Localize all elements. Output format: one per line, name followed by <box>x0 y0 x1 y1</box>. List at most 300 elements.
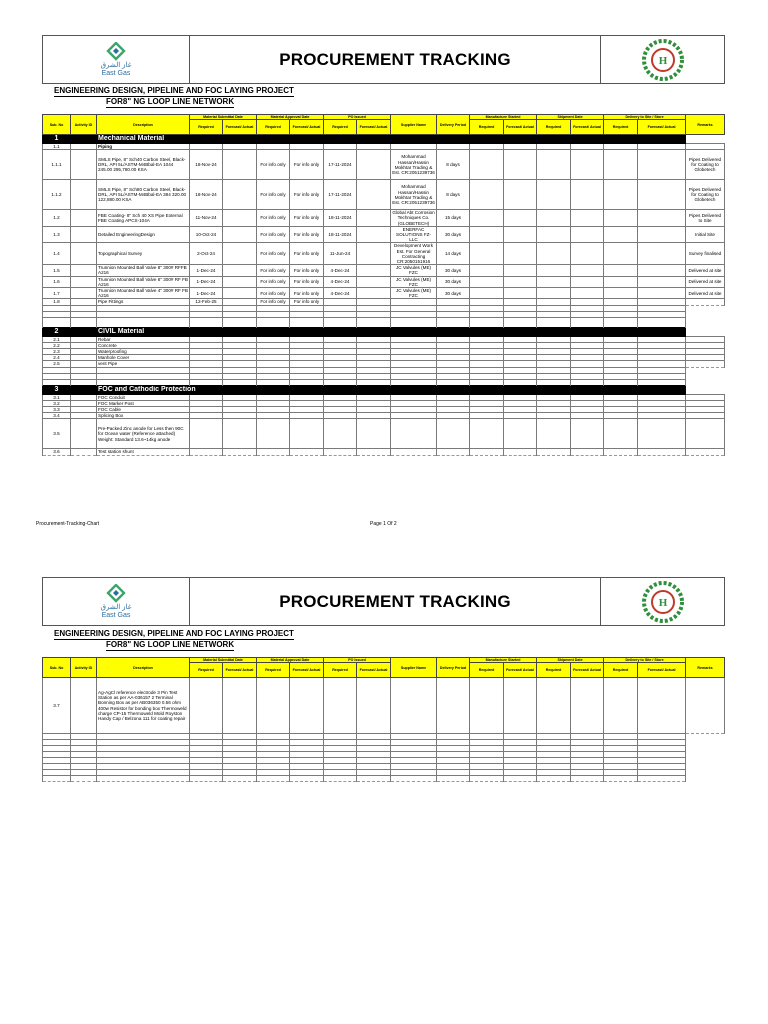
section-blank <box>71 327 97 336</box>
row-sub-no: 1.3 <box>43 226 71 243</box>
row-delivery-period: 15 days <box>437 210 470 227</box>
hamco-logo <box>601 578 724 625</box>
row-supplier: Global Abt Corrosion Techniques Co. (GLOBETECH) <box>392 210 435 226</box>
row-sub-no: 1.7 <box>43 288 71 299</box>
row-tracking-cell <box>537 180 571 210</box>
row-supplier <box>391 419 437 449</box>
row-tracking-cell <box>537 288 571 299</box>
row-description: Waterproofing <box>97 349 190 355</box>
row-tracking-cell <box>571 243 604 265</box>
empty-cell <box>391 317 437 327</box>
col-remarks: Remarks <box>686 115 725 135</box>
row-supplier <box>391 678 437 734</box>
row-tracking-cell <box>504 276 537 287</box>
page-title: PROCUREMENT TRACKING <box>190 36 601 83</box>
row-approval-required: For info only <box>257 299 290 305</box>
row-submittal-required <box>190 678 223 734</box>
group-submittal: Material Submittal Date <box>190 658 257 663</box>
row-sub-no: 2.5 <box>43 361 71 367</box>
row-sub-no: 3.7 <box>43 678 71 734</box>
row-po-forecast <box>357 243 391 265</box>
col-required: Required <box>324 663 357 678</box>
row-sub-no: 1.5 <box>43 265 71 276</box>
row-description: Trunnion Mounted Ball Valve 8" 300# RFFB A216 <box>97 265 190 276</box>
row-tracking-cell <box>537 210 571 227</box>
row-approval-forecast <box>290 449 324 455</box>
row-tracking-cell <box>638 180 686 210</box>
section-number: 2 <box>43 327 71 336</box>
table-row <box>43 449 725 455</box>
row-tracking-cell <box>638 243 686 265</box>
row-sub-no: 1.8 <box>43 299 71 305</box>
row-po-forecast <box>357 449 391 455</box>
empty-cell <box>257 776 290 782</box>
section-blank <box>71 135 97 144</box>
row-po-forecast <box>357 678 391 734</box>
row-submittal-forecast <box>223 678 257 734</box>
col-required: Required <box>190 120 223 135</box>
row-delivery-period <box>437 449 470 455</box>
col-forecast: Forecast/ Actual <box>504 663 537 678</box>
row-submittal-forecast <box>223 150 257 180</box>
col-forecast: Forecast/ Actual <box>638 120 686 135</box>
row-sub-no: 1.1.2 <box>43 180 71 210</box>
group-delivery: Delivery to Site / Store <box>604 115 686 120</box>
row-tracking-cell <box>604 150 638 180</box>
col-required: Required <box>604 120 638 135</box>
empty-cell <box>357 317 391 327</box>
row-approval-required <box>257 449 290 455</box>
row-tracking-cell <box>537 265 571 276</box>
row-approval-forecast: For info only <box>290 243 324 265</box>
row-description: Topographical Survey <box>97 243 190 265</box>
row-remarks: Delivered at site <box>686 265 725 276</box>
row-activity-id <box>71 243 97 265</box>
row-po-required: 11-Jun-24 <box>324 243 357 265</box>
col-remarks: Remarks <box>686 658 725 678</box>
row-po-required: 4-Dec-24 <box>324 265 357 276</box>
row-tracking-cell <box>504 678 537 734</box>
section-row <box>43 327 725 336</box>
row-remarks: Initial Site <box>686 226 725 243</box>
row-activity-id <box>71 288 97 299</box>
row-tracking-cell <box>537 276 571 287</box>
empty-cell <box>223 317 257 327</box>
col-required: Required <box>470 120 504 135</box>
empty-cell <box>470 776 504 782</box>
empty-cell <box>638 317 686 327</box>
east-gas-logo-icon <box>105 584 127 604</box>
row-tracking-cell <box>537 243 571 265</box>
section-number: 3 <box>43 385 71 394</box>
table-row <box>43 276 725 287</box>
empty-cell <box>604 317 638 327</box>
row-submittal-forecast <box>223 449 257 455</box>
row-submittal-forecast <box>223 226 257 243</box>
page-2 <box>0 562 768 1024</box>
row-po-required <box>324 678 357 734</box>
row-sub-no: 3.5 <box>43 419 71 449</box>
svg-text:H: H <box>658 596 667 609</box>
row-approval-forecast: For info only <box>290 299 324 305</box>
section-title: Mechanical Material <box>97 135 686 144</box>
row-description: Pre-Packed Zinc anode for Less then 90C for Ocean water (Reference attached) Weight: Standard 13.6~14kg anode <box>97 419 190 449</box>
row-approval-forecast: For info only <box>290 150 324 180</box>
hamco-logo <box>601 36 724 83</box>
row-tracking-cell <box>604 265 638 276</box>
row-sub-no: 1.1.1 <box>43 150 71 180</box>
row-delivery-period <box>437 678 470 734</box>
section-blank <box>71 385 97 394</box>
row-submittal-forecast <box>223 265 257 276</box>
col-delivery-period: Delivery Period <box>437 115 470 135</box>
project-line-1: ENGINEERING DESIGN, PIPELINE AND FOC LAYING PROJECT <box>54 629 294 638</box>
row-po-forecast <box>357 419 391 449</box>
empty-cell <box>638 776 686 782</box>
group-submittal: Material Submittal Date <box>190 115 257 120</box>
empty-cell <box>437 776 470 782</box>
table-row <box>43 180 725 210</box>
empty-cell <box>97 317 190 327</box>
row-submittal-forecast <box>223 180 257 210</box>
east-gas-logo <box>43 36 190 83</box>
table-row <box>43 243 725 265</box>
row-submittal-required: 2-Oct-24 <box>190 243 223 265</box>
row-activity-id <box>71 678 97 734</box>
row-remarks <box>686 678 725 734</box>
svg-text:H: H <box>658 54 667 67</box>
hamco-logo-icon <box>641 580 685 624</box>
col-forecast: Forecast/ Actual <box>290 120 324 135</box>
project-title <box>42 629 725 653</box>
row-tracking-cell <box>504 150 537 180</box>
row-tracking-cell <box>504 180 537 210</box>
table-row <box>43 288 725 299</box>
row-tracking-cell <box>571 150 604 180</box>
row-delivery-period <box>437 419 470 449</box>
row-delivery-period: 30 days <box>437 226 470 243</box>
east-gas-logo <box>43 578 190 625</box>
table-row <box>43 265 725 276</box>
row-activity-id <box>71 180 97 210</box>
empty-cell <box>470 317 504 327</box>
row-remarks <box>686 449 725 455</box>
col-supplier: Supplier Name <box>391 115 437 135</box>
empty-cell <box>437 317 470 327</box>
row-delivery-period: 30 days <box>437 276 470 287</box>
row-tracking-cell <box>604 288 638 299</box>
row-supplier: JC Valvules (ME) FZC <box>391 265 437 276</box>
table-row <box>43 419 725 449</box>
row-sub-no: 3.3 <box>43 407 71 413</box>
row-tracking-cell <box>638 226 686 243</box>
col-required: Required <box>324 120 357 135</box>
row-description: Manhole Cover <box>97 355 190 361</box>
empty-row <box>43 776 725 782</box>
row-supplier: ENERFAC SOLUTIONS FZ-LLC <box>391 226 437 243</box>
project-line-2: FOR8" NG LOOP LINE NETWORK <box>106 97 235 106</box>
row-submittal-forecast <box>223 210 257 227</box>
row-tracking-cell <box>604 180 638 210</box>
col-forecast: Forecast/ Actual <box>290 663 324 678</box>
empty-cell <box>190 776 223 782</box>
empty-row <box>43 317 725 327</box>
section-title: CIVIL Material <box>97 327 686 336</box>
group-manufacture: Manufacture Started <box>470 658 537 663</box>
col-forecast: Forecast/ Actual <box>223 663 257 678</box>
empty-cell <box>571 317 604 327</box>
row-approval-forecast: For info only <box>290 180 324 210</box>
col-sub-no: Sub. No <box>43 115 71 135</box>
row-tracking-cell <box>638 678 686 734</box>
empty-cell <box>71 776 97 782</box>
row-approval-forecast: For info only <box>290 276 324 287</box>
group-approval: Material Approval Date <box>257 115 324 120</box>
row-tracking-cell <box>604 678 638 734</box>
row-delivery-period: 30 days <box>437 265 470 276</box>
row-sub-no: 2.4 <box>43 355 71 361</box>
row-approval-required: For info only <box>257 180 290 210</box>
row-description: FOC Marker Post <box>97 400 190 406</box>
row-description: SMLS Pipe, 8" Sch80 Carbon Steel, Black-DRL, API 5L/ASTM-M4Bbal-EA 384 320.00 122,880.00 KSA <box>97 180 190 210</box>
row-tracking-cell <box>638 419 686 449</box>
row-po-required <box>324 449 357 455</box>
row-tracking-cell <box>504 265 537 276</box>
col-description: Description <box>97 115 190 135</box>
col-delivery-period: Delivery Period <box>437 658 470 678</box>
page-header <box>42 577 725 626</box>
col-required: Required <box>537 663 571 678</box>
col-description: Description <box>97 658 190 678</box>
row-sub-no: 3.1 <box>43 394 71 400</box>
row-remarks: Pipes Delivered to Site <box>686 210 725 227</box>
page-title: PROCUREMENT TRACKING <box>190 578 601 625</box>
row-tracking-cell <box>571 419 604 449</box>
empty-cell <box>324 317 357 327</box>
row-description: FOC Cable <box>97 407 190 413</box>
empty-cell <box>257 317 290 327</box>
row-remarks: Pipes Delivered for Coating to Globetech <box>686 180 725 210</box>
col-forecast: Forecast/ Actual <box>223 120 257 135</box>
row-activity-id <box>71 449 97 455</box>
row-tracking-cell <box>604 276 638 287</box>
row-sub-no: 1.2 <box>43 210 71 227</box>
row-sub-no: 3.6 <box>43 449 71 455</box>
row-delivery-period: 8 days <box>437 150 470 180</box>
row-tracking-cell <box>571 288 604 299</box>
row-po-required: 4-Dec-24 <box>324 276 357 287</box>
row-description: vent Pipe <box>97 361 190 367</box>
row-tracking-cell <box>638 449 686 455</box>
row-tracking-cell <box>504 449 537 455</box>
row-tracking-cell <box>571 226 604 243</box>
col-required: Required <box>537 120 571 135</box>
row-tracking-cell <box>504 226 537 243</box>
row-po-forecast <box>357 288 391 299</box>
row-tracking-cell <box>537 419 571 449</box>
row-approval-required: For info only <box>257 226 290 243</box>
row-tracking-cell <box>638 265 686 276</box>
empty-cell <box>604 776 638 782</box>
row-remarks: Pipes Delivered for Coating to Globetech <box>686 150 725 180</box>
row-tracking-cell <box>537 226 571 243</box>
row-submittal-required: 12-Feb-25 <box>190 299 223 305</box>
group-manufacture: Manufacture Started <box>470 115 537 120</box>
empty-cell <box>504 776 537 782</box>
row-submittal-required <box>190 449 223 455</box>
row-tracking-cell <box>571 210 604 227</box>
empty-cell <box>43 317 71 327</box>
row-submittal-forecast <box>223 419 257 449</box>
empty-cell <box>504 317 537 327</box>
row-description: Splicing Box <box>97 413 190 419</box>
row-po-forecast <box>357 265 391 276</box>
row-po-required: 4-Dec-24 <box>324 288 357 299</box>
empty-cell <box>357 776 391 782</box>
row-tracking-cell <box>638 288 686 299</box>
row-tracking-cell <box>537 150 571 180</box>
project-line-1: ENGINEERING DESIGN, PIPELINE AND FOC LAYING PROJECT <box>54 86 294 95</box>
row-po-forecast <box>357 226 391 243</box>
row-tracking-cell <box>604 226 638 243</box>
row-submittal-required: 1-Dec-24 <box>190 265 223 276</box>
empty-cell <box>97 776 190 782</box>
group-po: PO Issued <box>324 658 391 663</box>
row-remarks <box>686 361 725 367</box>
col-required: Required <box>257 120 290 135</box>
empty-cell <box>537 317 571 327</box>
row-activity-id <box>71 276 97 287</box>
row-supplier: Mohammad Hassan/Hassin Mokhtar Trading & Est. CR:2051239736 <box>391 150 437 180</box>
empty-cell <box>43 776 71 782</box>
row-tracking-cell <box>470 210 504 227</box>
row-sub-no: 2.2 <box>43 342 71 348</box>
row-tracking-cell <box>571 265 604 276</box>
row-po-required <box>324 419 357 449</box>
row-tracking-cell <box>470 265 504 276</box>
row-tracking-cell <box>470 226 504 243</box>
row-tracking-cell <box>571 180 604 210</box>
row-submittal-forecast <box>223 288 257 299</box>
page-header <box>42 35 725 84</box>
empty-cell <box>324 776 357 782</box>
table-row <box>43 150 725 180</box>
row-tracking-cell <box>470 180 504 210</box>
empty-cell <box>190 317 223 327</box>
footer-page: Page 1 Of 2 <box>370 521 397 527</box>
col-forecast: Forecast/ Actual <box>571 120 604 135</box>
row-description: Trunnion Mounted Ball Valve 4" 300# RF FB A216 <box>98 288 188 299</box>
procurement-table-p2 <box>42 657 725 782</box>
empty-cell <box>537 776 571 782</box>
row-approval-required <box>257 678 290 734</box>
row-po-forecast <box>357 276 391 287</box>
row-sub-no: 2.3 <box>43 349 71 355</box>
section-row <box>43 135 725 144</box>
row-description: Ag-AgCl reference electrode 3 Pin Test Station as per AA-036157 2 Terminal Bonning Box as per AB036350 0.56 ohm 400w Resistor for bonding box Thermoweld charge CP-15 Thermoweld Mold Royston Handy Cap / Belzona 111 for coating repair <box>97 678 190 734</box>
group-po: PO Issued <box>324 115 391 120</box>
row-description: Piping <box>97 144 190 150</box>
project-line-2: FOR8" NG LOOP LINE NETWORK <box>106 640 235 649</box>
row-approval-forecast: For info only <box>290 226 324 243</box>
group-shipment: Shipment Date <box>537 115 604 120</box>
row-tracking-cell <box>638 276 686 287</box>
procurement-table-p1 <box>42 114 725 456</box>
row-po-required: 17-11-2024 <box>324 150 357 180</box>
empty-cell <box>223 776 257 782</box>
col-forecast: Forecast/ Actual <box>504 120 537 135</box>
empty-cell <box>71 317 97 327</box>
row-po-forecast <box>357 210 391 227</box>
row-approval-forecast <box>290 419 324 449</box>
row-submittal-forecast <box>223 276 257 287</box>
row-tracking-cell <box>604 210 638 227</box>
row-tracking-cell <box>571 449 604 455</box>
project-title <box>42 86 725 110</box>
row-sub-no: 1.6 <box>43 276 71 287</box>
row-approval-forecast <box>290 678 324 734</box>
row-tracking-cell <box>504 288 537 299</box>
row-tracking-cell <box>470 288 504 299</box>
row-approval-forecast: For info only <box>290 265 324 276</box>
row-po-forecast <box>357 180 391 210</box>
row-description: FBE Coating- 8" Sch 40 XS Pipe External FBE Coating APCS-104A <box>97 210 190 227</box>
row-sub-no: 1.1 <box>43 144 71 150</box>
row-delivery-period: 30 days <box>437 288 470 299</box>
row-activity-id <box>71 150 97 180</box>
row-description: Detailed EngineeringDesign <box>97 226 190 243</box>
row-tracking-cell <box>638 210 686 227</box>
row-tracking-cell <box>504 419 537 449</box>
row-tracking-cell <box>537 678 571 734</box>
row-description: Concrete <box>97 342 190 348</box>
row-approval-required: For info only <box>257 243 290 265</box>
row-description: Pipe Fittings <box>97 299 190 305</box>
row-approval-required: For info only <box>257 265 290 276</box>
east-gas-logo-icon <box>105 42 127 62</box>
col-activity-id: Activity ID <box>71 115 97 135</box>
row-supplier <box>391 449 437 455</box>
row-approval-forecast: For info only <box>290 288 324 299</box>
group-shipment: Shipment Date <box>537 658 604 663</box>
empty-cell <box>571 776 604 782</box>
row-delivery-period: 8 days <box>437 180 470 210</box>
empty-cell <box>391 776 437 782</box>
row-tracking-cell <box>638 150 686 180</box>
col-required: Required <box>257 663 290 678</box>
east-gas-arabic: غاز الشرق <box>100 603 132 611</box>
row-tracking-cell <box>504 243 537 265</box>
row-po-required: 18-11-2024 <box>324 226 357 243</box>
east-gas-name: East Gas <box>101 69 131 77</box>
row-approval-required <box>257 419 290 449</box>
col-forecast: Forecast/ Actual <box>357 663 391 678</box>
east-gas-arabic: غاز الشرق <box>100 61 132 69</box>
section-title: FOC and Cathodic Protection <box>97 385 686 394</box>
row-submittal-required: 18-Nov-24 <box>190 180 223 210</box>
row-tracking-cell <box>604 243 638 265</box>
table-row <box>43 210 725 227</box>
row-tracking-cell <box>470 243 504 265</box>
row-tracking-cell <box>537 449 571 455</box>
row-tracking-cell <box>470 449 504 455</box>
row-remarks <box>686 419 725 449</box>
col-sub-no: Sub. No <box>43 658 71 678</box>
row-supplier: JC Valvules (ME) FZC <box>391 288 437 299</box>
group-approval: Material Approval Date <box>257 658 324 663</box>
hamco-logo-icon <box>641 38 685 82</box>
row-description: Rebar <box>97 336 190 342</box>
